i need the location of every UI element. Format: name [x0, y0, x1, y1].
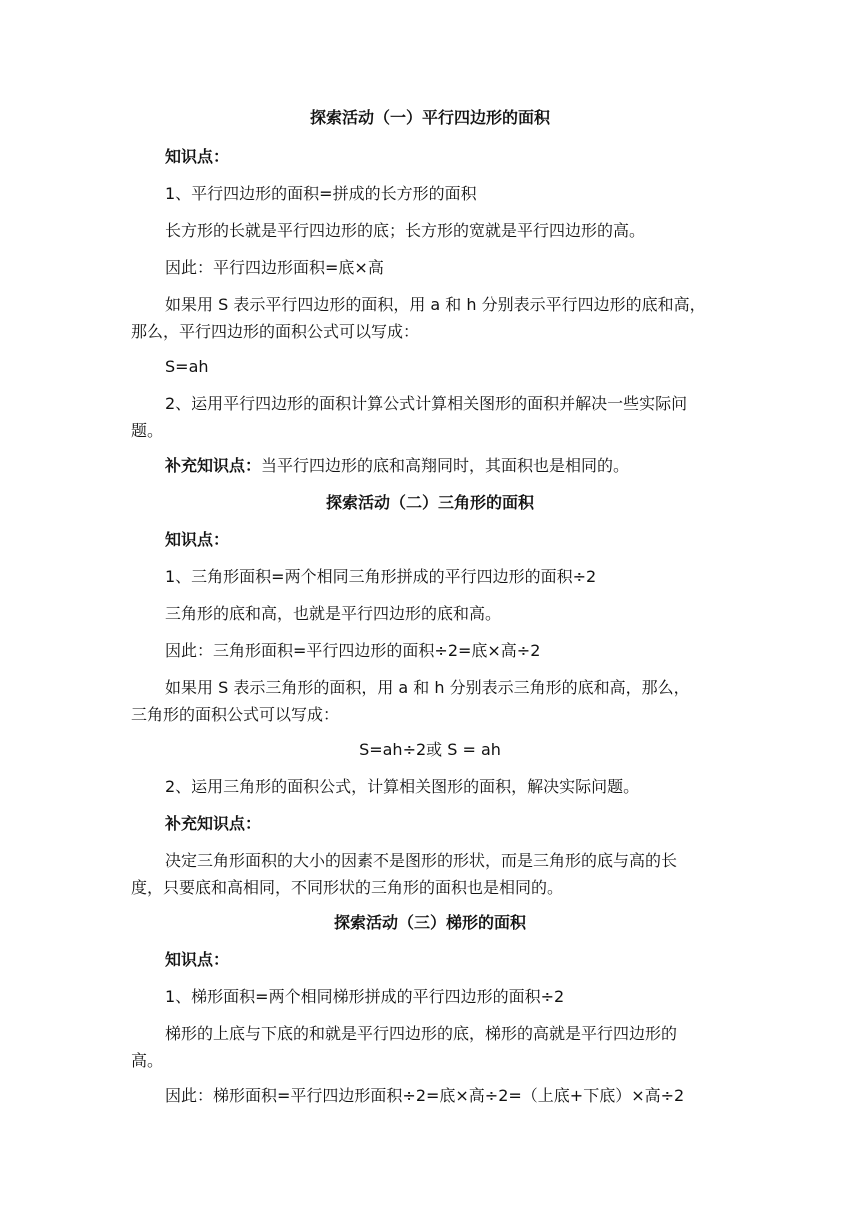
- section-1-point-2b: 题。: [131, 421, 164, 440]
- section-3-title: 探索活动（三）梯形的面积: [333, 913, 526, 932]
- section-3-line-2a: 梯形的上底与下底的和就是平行四边形的底，梯形的高就是平行四边形的: [165, 1024, 678, 1043]
- section-3-line-2b: 高。: [131, 1051, 164, 1070]
- section-1-point-2a: 2、运用平行四边形的面积计算公式计算相关图形的面积并解决一些实际问: [165, 394, 688, 413]
- section-1-supplement-text: 当平行四边形的底和高翔同时，其面积也是相同的。: [261, 456, 630, 475]
- section-3-knowledge-label: 知识点：: [165, 950, 230, 969]
- section-2-knowledge-label: 知识点：: [165, 530, 230, 549]
- section-2-supplement-b: 度，只要底和高相同，不同形状的三角形的面积也是相同的。: [131, 878, 564, 897]
- section-2-supplement-a: 决定三角形面积的大小的因素不是图形的形状，而是三角形的底与高的长: [165, 851, 678, 870]
- section-1-point-1: 1、平行四边形的面积=拼成的长方形的面积: [165, 184, 477, 203]
- section-2-point-1: 1、三角形面积=两个相同三角形拼成的平行四边形的面积÷2: [165, 567, 597, 586]
- section-2-line-4b: 三角形的面积公式可以写成：: [131, 705, 340, 724]
- section-1-formula: S=ah: [165, 357, 209, 376]
- section-1-line-4b: 那么，平行四边形的面积公式可以写成：: [131, 322, 420, 341]
- section-2-supplement-label: 补充知识点：: [165, 814, 262, 833]
- section-2-line-4a: 如果用 S 表示三角形的面积，用 a 和 h 分别表示三角形的底和高，那么，: [165, 678, 690, 697]
- section-1-title: 探索活动（一）平行四边形的面积: [309, 108, 550, 127]
- section-1-line-3: 因此：平行四边形面积=底×高: [165, 258, 384, 277]
- section-2-title: 探索活动（二）三角形的面积: [325, 493, 534, 512]
- section-1-knowledge-label: 知识点：: [165, 147, 230, 166]
- section-3-line-3: 因此：梯形面积=平行四边形面积÷2=底×高÷2=（上底+下底）×高÷2: [165, 1086, 685, 1105]
- section-2-line-3: 因此：三角形面积=平行四边形的面积÷2=底×高÷2: [165, 641, 541, 660]
- section-1-supplement-label: 补充知识点：: [165, 456, 262, 475]
- section-3-point-1: 1、梯形面积=两个相同梯形拼成的平行四边形的面积÷2: [165, 987, 565, 1006]
- section-2-line-2: 三角形的底和高，也就是平行四边形的底和高。: [165, 604, 502, 623]
- section-1-line-2: 长方形的长就是平行四边形的底；长方形的宽就是平行四边形的高。: [165, 221, 646, 240]
- section-2-point-2: 2、运用三角形的面积公式，计算相关图形的面积，解决实际问题。: [165, 777, 640, 796]
- section-2-formula: S=ah÷2或 S = ah: [359, 740, 501, 759]
- section-1-supplement: [165, 456, 629, 476]
- section-1-line-4a: 如果用 S 表示平行四边形的面积，用 a 和 h 分别表示平行四边形的底和高，: [165, 295, 706, 314]
